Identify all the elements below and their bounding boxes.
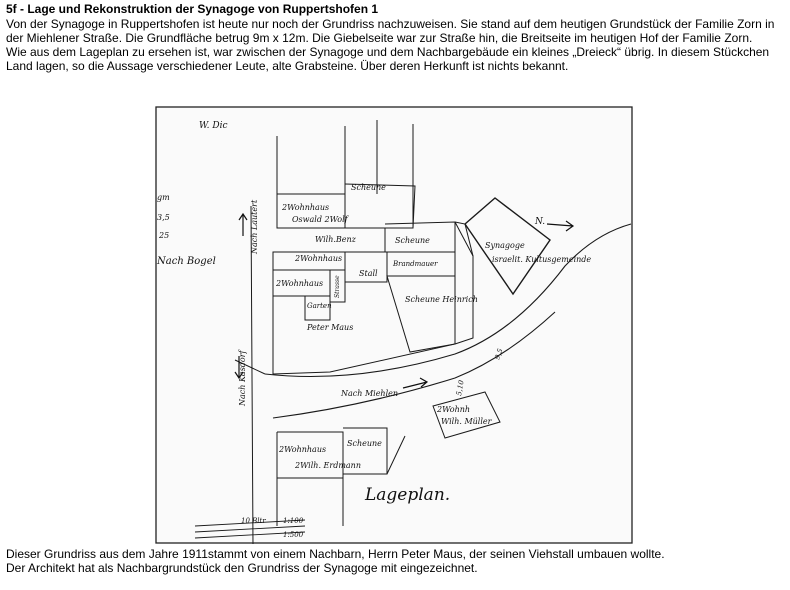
label-north: N. (535, 217, 546, 227)
label-scheune-heinrich: Scheune Heinrich (405, 295, 478, 304)
label-wilh-benz: Wilh.Benz (315, 235, 356, 244)
label-wohnhaus-oswald: 2Wohnhaus (282, 203, 330, 212)
label-top-left: W. Dic (199, 121, 228, 131)
label-wohnhaus-sued: 2Wohnhaus (279, 445, 327, 454)
label-dim-510: 5,10 (455, 379, 466, 397)
caption-line-1: Dieser Grundriss aus dem Jahre 1911stammt von einem Nachbarn, Herrn Peter Maus, der seinen Viehstall umbauen wollte. (6, 547, 665, 561)
caption-line-2: Der Architekt hat als Nachbargrundstück den Grundriss der Synagoge mit eingezeichnet. (6, 561, 478, 575)
label-wilh-mueller: Wilh. Müller (441, 417, 492, 426)
site-plan-drawing (155, 106, 633, 544)
label-dim-95: 9,5 (493, 347, 505, 361)
label-wohnhaus-oswald-2: Oswald 2Wolf (292, 215, 348, 224)
label-margin-25: 25 (159, 231, 170, 240)
label-nach-miehlen: Nach Miehlen (341, 389, 399, 398)
label-wilh-erdmann: 2Wilh. Erdmann (295, 461, 361, 470)
page-heading: 5f - Lage und Rekonstruktion der Synagoge von Ruppertshofen 1 (6, 2, 379, 16)
label-nach-kasdorf: Nach Kasdorf (238, 350, 247, 406)
label-brandmauer: Brandmauer (393, 260, 438, 268)
label-wohnhaus-1: 2Wohnhaus (295, 254, 343, 263)
label-nach-bogel: Nach Bogel (157, 256, 216, 267)
label-scale-2: 1:500 (283, 531, 304, 539)
label-scheune-sued: Scheune (347, 439, 382, 448)
label-margin-gm: gm (157, 193, 170, 202)
label-gemeinde: israelit. Kultusgemeinde (492, 255, 592, 264)
label-margin-35: 3,5 (157, 213, 170, 222)
intro-paragraph-1: Von der Synagoge in Ruppertshofen ist heute nur noch der Grundriss nachzuweisen. Sie stand auf dem heutigen Grundstück der Familie Zorn in der Miehlener Straße. Die Grundfläche betrug 9m x 12m. Die Giebelseite war zur Straße hin, die Breitseite im heutigen Hof der Familie Zorn. (6, 17, 775, 45)
label-synagoge: Synagoge (485, 241, 525, 250)
label-wohnhaus-nord: 2Wohnh (437, 405, 471, 414)
label-garten: Garten (307, 302, 332, 310)
label-stall: Stall (359, 269, 378, 278)
label-wohnhaus-2: 2Wohnhaus (276, 279, 324, 288)
caption-text (6, 547, 786, 575)
label-lageplan: Lageplan. (365, 485, 451, 505)
intro-paragraph-2: Wie aus dem Lageplan zu ersehen ist, war zwischen der Synagoge und dem Nachbargebäude ein kleines „Dreieck“ übrig. In diesem Stückchen Land lagen, so die Aussage verschiedener Leute, alte Grabsteine. Über deren Herkunft ist nichts bekannt. (6, 45, 770, 73)
label-strasse: Strasse (334, 275, 341, 298)
plan-frame (156, 107, 632, 543)
label-peter-maus: Peter Maus (307, 323, 354, 332)
label-nach-lautert: Nach Lautert (250, 199, 259, 254)
label-scheune-top: Scheune (351, 183, 386, 192)
label-scheune-mid: Scheune (395, 236, 430, 245)
intro-text (6, 17, 786, 73)
label-scale-1: 1:100 (283, 517, 304, 525)
label-scale-prefix: 10 Bltr (241, 517, 266, 525)
